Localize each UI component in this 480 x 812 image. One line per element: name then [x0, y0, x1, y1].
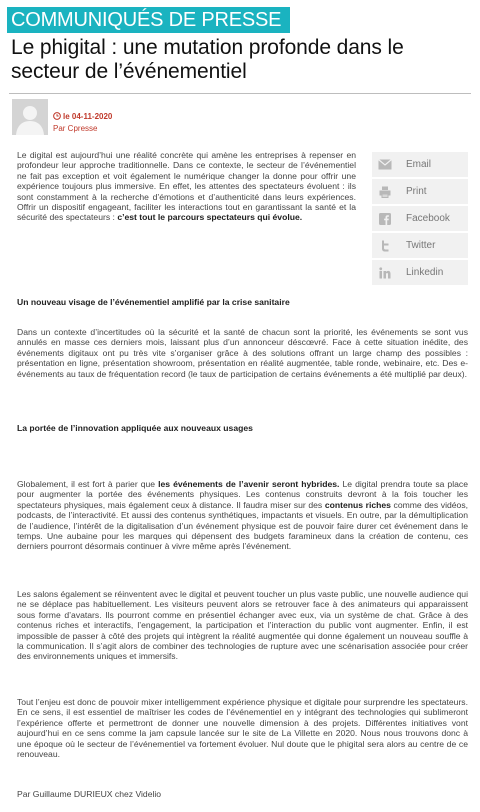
linkedin-icon: [378, 266, 392, 280]
share-panel: [372, 152, 468, 287]
paragraph-2: Dans un contexte d’incertitudes où la sécurité et la santé de chacun sont la priorité, les événements se sont vus annulés en masse ces derniers mois, laissant plus d’un annonceur déscœvré. Face à cette situation inédite, des événements digitaux ont pu très vite s’organiser grâce à des solutions offrant un large champ des possibles : présentation en ligne, présentation showroom, présentation en réalité augmentée, table ronde, webinaire, etc. Des e-événements au taux de fréquentation record (le taux de participation de certains événements a été multiplié par deux).: [17, 327, 468, 379]
share-email-label: Email: [406, 159, 432, 170]
share-print-label: Print: [406, 186, 427, 197]
share-linkedin-label: Linkedin: [406, 267, 444, 278]
paragraph-3-bold-b: contenus riches: [324, 499, 391, 510]
paragraph-3-text-b: Le digital prendra toute sa place pour augmenter la portée des événements physiques. Les contenus construits devront à la fois toucher les spectateurs physiques, mais également ceux à distance. Il faudra miser sur des: [17, 479, 468, 510]
paragraph-3-text-c: comme des vidéos, podcasts, de l’interactivité. Et aussi des contenus synthétiques, impactants et visuels. En outre, par la démultiplication de l’audience, l’intérêt de la digitalisation d’un événement physique est de pouvoir faire durer cet événement dans le temps. Une aubaine pour les marques qui dépensent des budgets faramineux dans la création de contenu, ces derniers pourront désormais continuer à vivre même après l’événement.: [17, 499, 469, 552]
share-twitter-label: Twitter: [406, 240, 436, 251]
clock-icon: [53, 112, 61, 120]
share-email-button[interactable]: [372, 152, 468, 177]
print-icon: [378, 185, 392, 199]
avatar-placeholder-icon: [12, 99, 48, 135]
email-icon: [378, 158, 392, 172]
article-signature: Par Guillaume DURIEUX chez Videlio: [17, 789, 162, 799]
article-date: [53, 112, 112, 121]
twitter-icon: [378, 239, 392, 253]
section-heading-1: Un nouveau visage de l’événementiel amplifié par la crise sanitaire: [17, 297, 290, 307]
paragraph-4: Les salons également se réinventent avec le digital et peuvent toucher un plus vaste public, une nouvelle audience qui ne se déplace pas habituellement. Les visiteurs peuvent alors se retrouver face à des animateurs qui apparaissent sous forme d’avatars. Ils pourront comme en présentiel échanger avec eux, via un système de chat. Grâce à des contenus riches et interactifs, l’engagement, la participation et l’interaction du public vont augmenter. Enfin, il est impossible de passer à côté des projets qui intègrent la réalité augmentée qui donne également un nouveau souffle à la communication. Il s’agit alors de combiner des technologies de rupture avec une scénarisation associée pour créer des environnements uniques et immersifs.: [17, 589, 468, 662]
paragraph-5: Tout l’enjeu est donc de pouvoir mixer intelligemment expérience physique et digitale pour surprendre les spectateurs. En ce sens, il est essentiel de maîtriser les codes de l’événementiel en y intégrant des technologies qui sublimeront l’expérience offerte et permettront de donner une nouvelle dimension à des projets. Différentes initiatives vont aujourd’hui en ce sens comme la jam capsule lancée sur le site de La Villette en 2020. Nous nous trouvons donc à une époque où le secteur de l’événementiel va fortement évoluer. Nul doute que le phigital sera alors au centre de ce renouveau.: [17, 697, 468, 760]
share-twitter-button[interactable]: [372, 233, 468, 258]
avatar: [12, 99, 48, 135]
intro-text: Le digital est aujourd’hui une réalité concrète qui amène les entreprises à repenser en profondeur leur approche traditionnelle. Dans ce contexte, le secteur de l’événementiel ne fait pas exception et voit également le numérique changer la donne pour offrir une expérience toujours plus immersive. En effet, les attentes des spectateurs évoluent : ils sont constamment à la recherche d’émotions et d’authenticité dans leurs expériences. Offrir un dispositif engageant, faciliter les interactions tout en garantissant la santé et la sécurité des spectateurs :: [17, 150, 356, 223]
section-banner: COMMUNIQUÉS DE PRESSE: [7, 7, 290, 33]
article-title: Le phigital : une mutation profonde dans le secteur de l’événementiel: [11, 36, 404, 83]
paragraph-3-bold-a: les événements de l’avenir seront hybrides.: [158, 479, 340, 489]
share-print-button[interactable]: [372, 179, 468, 204]
share-facebook-label: Facebook: [406, 213, 450, 224]
paragraph-3: [17, 479, 468, 552]
title-divider: [9, 93, 471, 94]
intro-paragraph: [17, 150, 356, 223]
article-author[interactable]: Par Cpresse: [53, 124, 98, 133]
facebook-icon: [378, 212, 392, 226]
article-date-text: le 04-11-2020: [63, 112, 113, 121]
section-heading-2: La portée de l’innovation appliquée aux nouveaux usages: [17, 423, 253, 433]
paragraph-3-text-a: Globalement, il est fort à parier que: [17, 479, 159, 489]
share-linkedin-button[interactable]: [372, 260, 468, 285]
share-facebook-button[interactable]: [372, 206, 468, 231]
intro-bold-text: c’est tout le parcours spectateurs qui évolue.: [117, 212, 303, 223]
